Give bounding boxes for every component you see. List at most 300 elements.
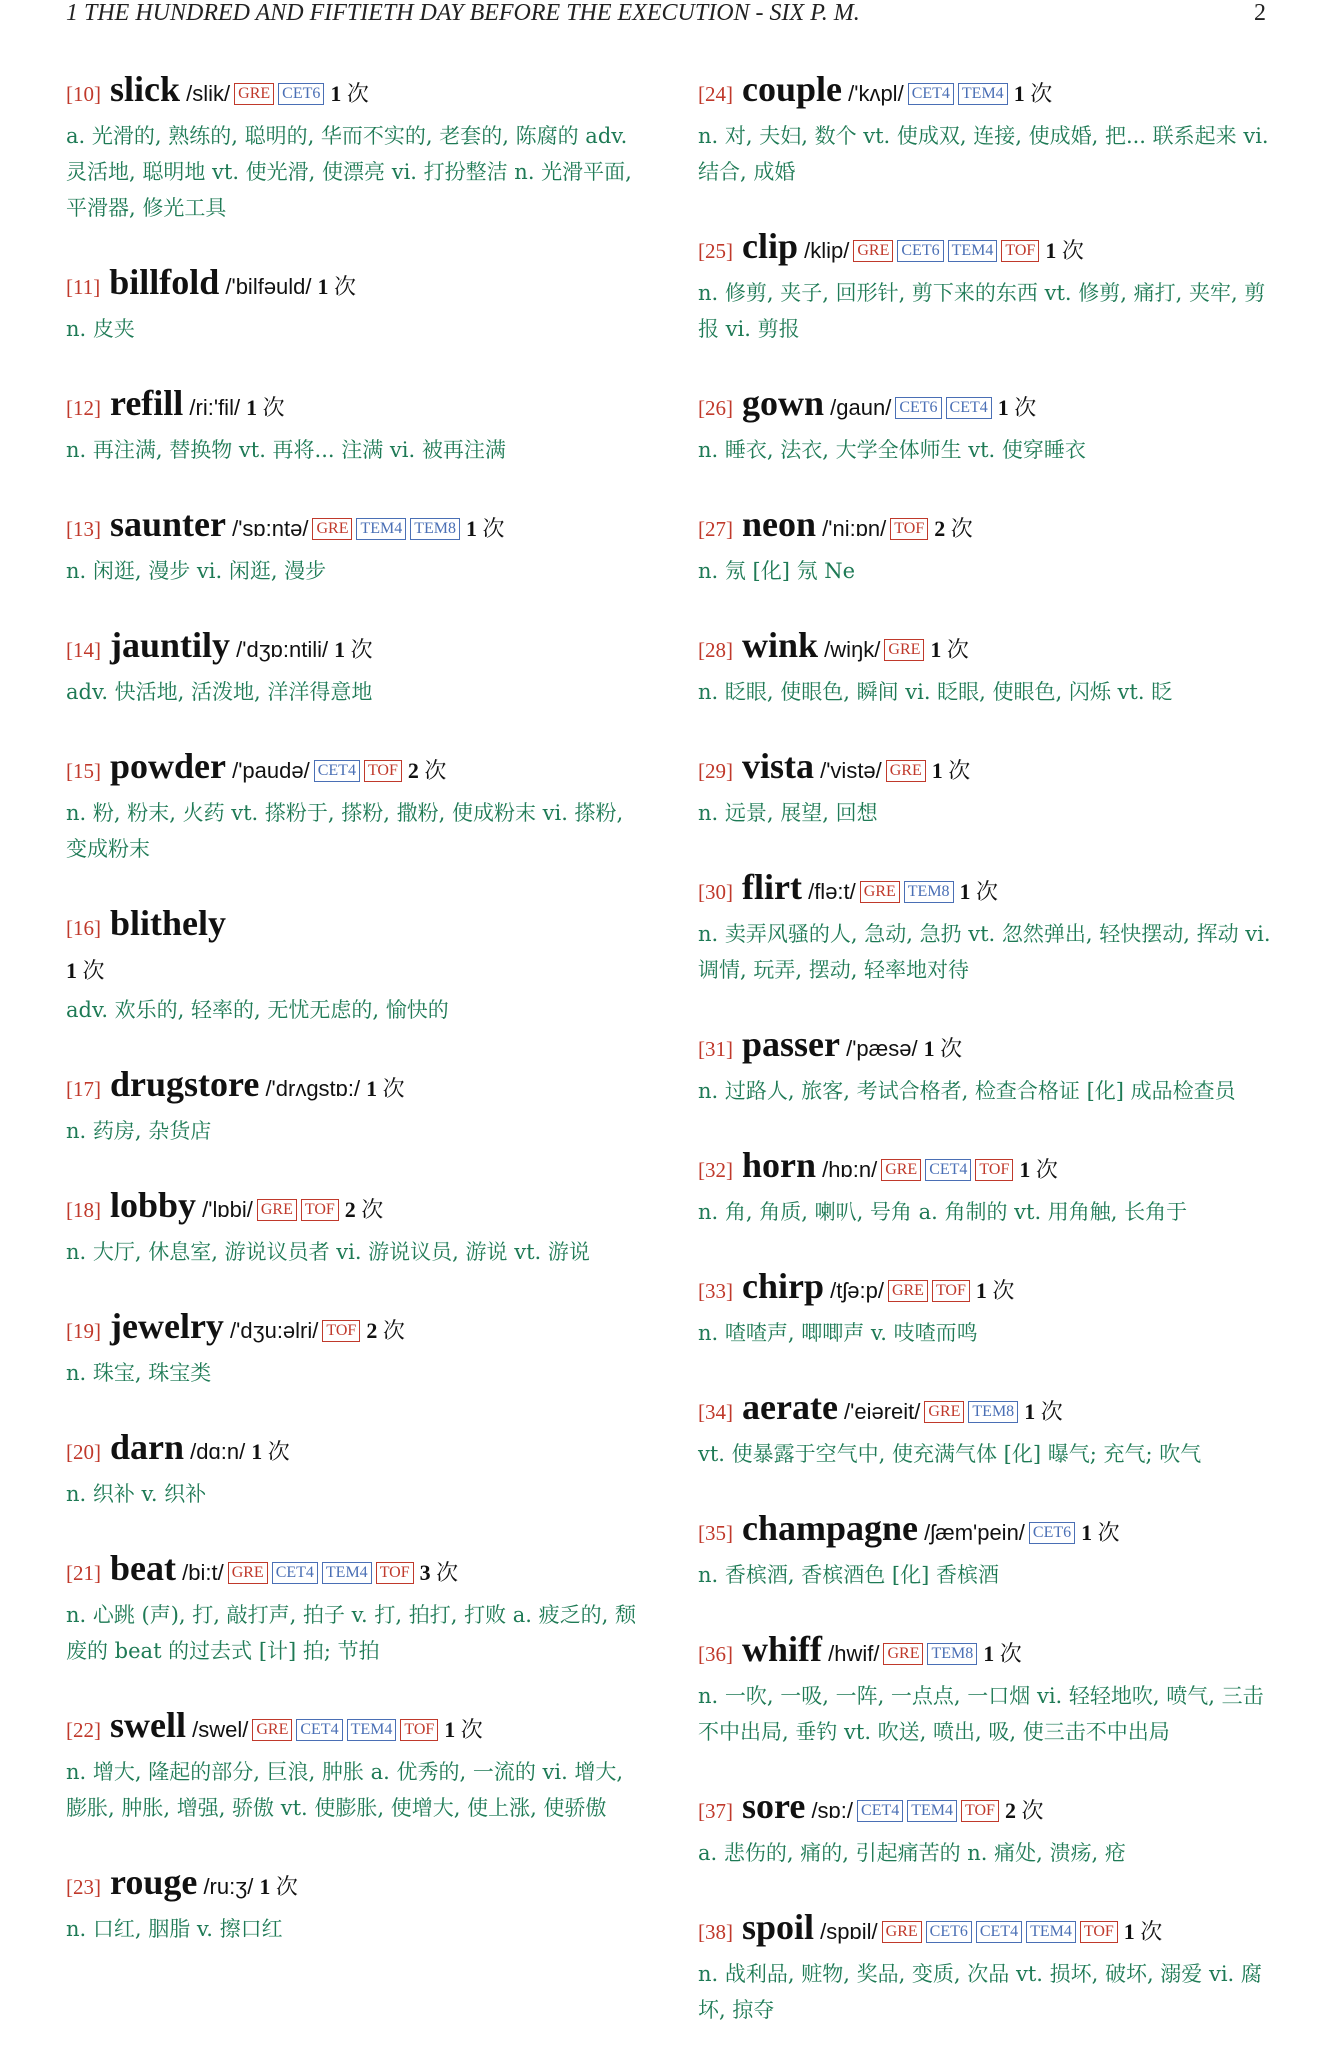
frequency-unit: 次 xyxy=(341,81,369,106)
entry-index: [18] xyxy=(66,1198,101,1222)
entry-headword-line xyxy=(698,1630,1273,1676)
headword: billfold xyxy=(100,262,220,302)
frequency-unit: 次 xyxy=(77,958,105,983)
entry-index: [20] xyxy=(66,1440,101,1464)
headword: flirt xyxy=(733,867,802,907)
entry-index: [11] xyxy=(66,275,101,299)
definition: n. 大厅, 休息室, 游说议员者 vi. 游说议员, 游说 vt. 游说 xyxy=(66,1240,590,1264)
frequency xyxy=(1024,1399,1063,1424)
frequency xyxy=(366,1318,405,1343)
headword: passer xyxy=(733,1024,840,1064)
vocab-entry xyxy=(698,227,1273,347)
frequency-unit: 次 xyxy=(477,516,505,541)
headword: lobby xyxy=(101,1185,197,1225)
entry-headword-line xyxy=(66,1428,641,1474)
exam-tag: CET6 xyxy=(895,397,941,419)
frequency-unit: 次 xyxy=(945,516,973,541)
exam-tag: GRE xyxy=(924,1401,964,1423)
entry-headword-line xyxy=(698,70,1273,116)
definition: n. 过路人, 旅客, 考试合格者, 检查合格证 [化] 成品检查员 xyxy=(698,1079,1236,1103)
entry-index: [38] xyxy=(698,1920,733,1944)
frequency-count: 1 xyxy=(444,1717,456,1742)
frequency-unit: 次 xyxy=(455,1717,483,1742)
headword: rouge xyxy=(101,1862,198,1902)
exam-tag: GRE xyxy=(853,240,893,262)
frequency-count: 2 xyxy=(1004,1798,1016,1823)
headword: slick xyxy=(101,69,181,109)
vocab-entry xyxy=(66,747,641,867)
frequency xyxy=(251,1439,290,1464)
phonetic: /swel/ xyxy=(186,1717,249,1742)
frequency xyxy=(334,637,373,662)
headword: aerate xyxy=(733,1387,838,1427)
frequency xyxy=(932,758,971,783)
entry-index: [32] xyxy=(698,1158,733,1182)
exam-tag: TEM8 xyxy=(904,881,954,903)
phonetic: /'paudə/ xyxy=(226,758,310,783)
vocab-entry xyxy=(66,1549,641,1669)
exam-tag: CET4 xyxy=(857,1800,903,1822)
headword: blithely xyxy=(101,903,227,943)
entry-headword-line xyxy=(66,1065,641,1111)
vocab-entry xyxy=(66,384,641,468)
vocab-entry xyxy=(66,626,641,710)
frequency-unit: 次 xyxy=(262,1439,290,1464)
frequency-unit: 次 xyxy=(1056,238,1084,263)
headword: beat xyxy=(101,1548,176,1588)
entry-headword-line xyxy=(698,227,1273,273)
frequency-unit: 次 xyxy=(942,758,971,783)
definition: n. 远景, 展望, 回想 xyxy=(698,801,878,825)
frequency-unit: 次 xyxy=(934,1036,963,1061)
frequency xyxy=(1081,1520,1120,1545)
exam-tag: TOF xyxy=(890,518,928,540)
frequency-count: 2 xyxy=(407,758,419,783)
definition: adv. 欢乐的, 轻率的, 无忧无虑的, 愉快的 xyxy=(66,998,449,1022)
entry-headword-line xyxy=(698,505,1273,551)
frequency-unit: 次 xyxy=(1092,1520,1120,1545)
frequency-unit: 次 xyxy=(1015,1798,1044,1823)
phonetic: /'eiəreit/ xyxy=(837,1399,921,1424)
frequency-unit: 次 xyxy=(270,1874,298,1899)
frequency xyxy=(366,1076,405,1101)
frequency-count: 1 xyxy=(1081,1520,1093,1545)
frequency xyxy=(1005,1798,1044,1823)
vocab-entry xyxy=(698,868,1273,988)
headword: sore xyxy=(733,1786,806,1826)
exam-tag: CET4 xyxy=(314,760,360,782)
vocab-entry xyxy=(66,1065,641,1149)
page-number: 2 xyxy=(1254,0,1266,26)
headword: spoil xyxy=(733,1907,815,1947)
phonetic: /'pæsə/ xyxy=(840,1036,918,1061)
vocab-entry xyxy=(698,505,1273,589)
frequency xyxy=(318,274,357,299)
frequency-unit: 次 xyxy=(941,637,969,662)
headword: clip xyxy=(733,226,799,266)
vocab-entry xyxy=(698,1146,1273,1230)
headword: vista xyxy=(733,746,814,786)
vocab-entry xyxy=(698,1787,1273,1871)
frequency xyxy=(1124,1919,1163,1944)
phonetic: /bi:t/ xyxy=(176,1560,224,1585)
entry-index: [29] xyxy=(698,759,733,783)
frequency-count: 2 xyxy=(366,1318,378,1343)
phonetic: /'bilfəuld/ xyxy=(219,274,312,299)
exam-tag: TEM4 xyxy=(322,1562,372,1584)
frequency-unit: 次 xyxy=(1134,1919,1163,1944)
frequency-count: 1 xyxy=(1019,1157,1031,1182)
frequency-count: 1 xyxy=(930,637,942,662)
entry-index: [35] xyxy=(698,1521,733,1545)
frequency xyxy=(1045,238,1084,263)
frequency-unit: 次 xyxy=(970,879,999,904)
exam-tag: TOF xyxy=(975,1159,1013,1181)
entry-index: [21] xyxy=(66,1561,101,1585)
frequency-unit: 次 xyxy=(1030,1157,1058,1182)
frequency xyxy=(330,81,369,106)
exam-tag: TOF xyxy=(364,760,402,782)
exam-tag: TEM8 xyxy=(968,1401,1018,1423)
exam-tag: GRE xyxy=(882,1921,922,1943)
definition: n. 睡衣, 法衣, 大学全体师生 vt. 使穿睡衣 xyxy=(698,438,1086,462)
phonetic: /'vistə/ xyxy=(814,758,882,783)
exam-tag: GRE xyxy=(886,760,926,782)
exam-tag: GRE xyxy=(881,1159,921,1181)
exam-tag: GRE xyxy=(884,639,924,661)
headword: powder xyxy=(101,746,226,786)
frequency-count: 1 xyxy=(330,81,342,106)
headword: couple xyxy=(733,69,843,109)
phonetic: /hwif/ xyxy=(822,1641,880,1666)
exam-tag: TEM4 xyxy=(958,83,1008,105)
entry-index: [24] xyxy=(698,82,733,106)
vocab-entry xyxy=(698,1267,1273,1351)
frequency-count: 1 xyxy=(1024,1399,1036,1424)
frequency xyxy=(466,516,505,541)
exam-tag: GRE xyxy=(883,1643,923,1665)
frequency xyxy=(1019,1157,1058,1182)
entry-index: [26] xyxy=(698,396,733,420)
phonetic: /'sɒ:ntə/ xyxy=(226,516,309,541)
vocab-entry xyxy=(66,263,641,347)
frequency xyxy=(345,1197,384,1222)
frequency-count: 1 xyxy=(975,1278,987,1303)
exam-tag: TOF xyxy=(376,1562,414,1584)
vocab-entry xyxy=(66,1706,641,1826)
frequency-unit: 次 xyxy=(1008,395,1037,420)
phonetic: /'ni:ɒn/ xyxy=(816,516,887,541)
frequency xyxy=(246,395,285,420)
phonetic: /dɑ:n/ xyxy=(184,1439,246,1464)
exam-tag: TEM4 xyxy=(1026,1921,1076,1943)
phonetic: /ru:ʒ/ xyxy=(197,1874,254,1899)
entry-index: [22] xyxy=(66,1718,101,1742)
definition: vt. 使暴露于空气中, 使充满气体 [化] 曝气; 充气; 吹气 xyxy=(698,1442,1202,1466)
headword: gown xyxy=(733,383,825,423)
definition: n. 增大, 隆起的部分, 巨浪, 肿胀 a. 优秀的, 一流的 vi. 增大, 膨胀, 肿胀, 增强, 骄傲 vt. 使膨胀, 使增大, 使上涨, 使骄傲 xyxy=(66,1760,624,1820)
frequency-count: 1 xyxy=(66,958,77,983)
frequency-count: 1 xyxy=(259,1874,271,1899)
definition: n. 闲逛, 漫步 vi. 闲逛, 漫步 xyxy=(66,559,327,583)
exam-tag: GRE xyxy=(312,518,352,540)
frequency xyxy=(934,516,973,541)
chapter-title: 1 THE HUNDRED AND FIFTIETH DAY BEFORE THE EXECUTION - SIX P. M. xyxy=(66,0,860,26)
phonetic: /'kʌpl/ xyxy=(842,81,904,106)
entry-headword-line xyxy=(66,263,641,309)
headword: refill xyxy=(101,383,184,423)
definition: n. 再注满, 替换物 vt. 再将... 注满 vi. 被再注满 xyxy=(66,438,506,462)
definition: adv. 快活地, 活泼地, 洋洋得意地 xyxy=(66,680,373,704)
frequency-unit: 次 xyxy=(1035,1399,1063,1424)
exam-tag: TEM4 xyxy=(356,518,406,540)
entry-index: [17] xyxy=(66,1077,101,1101)
vocab-entry xyxy=(698,70,1273,190)
exam-tag: CET4 xyxy=(272,1562,318,1584)
phonetic: /'dʒu:əlri/ xyxy=(223,1318,319,1343)
headword: champagne xyxy=(733,1508,919,1548)
headword: chirp xyxy=(733,1266,825,1306)
vocab-entry xyxy=(698,1025,1273,1109)
exam-tag: CET6 xyxy=(926,1921,972,1943)
definition: n. 眨眼, 使眼色, 瞬间 vi. 眨眼, 使眼色, 闪烁 vt. 眨 xyxy=(698,680,1173,704)
definition: n. 一吹, 一吸, 一阵, 一点点, 一口烟 vi. 轻轻地吹, 喷气, 三击不中出局, 垂钓 vt. 吹送, 喷出, 吸, 使三击不中出局 xyxy=(698,1684,1264,1744)
frequency-count: 1 xyxy=(334,637,346,662)
vocab-entry xyxy=(698,1509,1273,1593)
page-header xyxy=(66,0,1266,30)
exam-tag: GRE xyxy=(888,1280,928,1302)
vocab-entry xyxy=(66,505,641,589)
frequency-unit: 次 xyxy=(994,1641,1022,1666)
entry-headword-line xyxy=(66,626,641,672)
frequency xyxy=(1014,81,1053,106)
phonetic: /flə:t/ xyxy=(801,879,856,904)
frequency-count: 1 xyxy=(317,274,329,299)
frequency xyxy=(930,637,969,662)
entry-headword-line xyxy=(698,1787,1273,1833)
entry-headword-line xyxy=(698,1509,1273,1555)
frequency-count: 3 xyxy=(419,1560,431,1585)
frequency-count: 1 xyxy=(931,758,943,783)
definition: a. 光滑的, 熟练的, 聪明的, 华而不实的, 老套的, 陈腐的 adv. 灵活地, 聪明地 vt. 使光滑, 使漂亮 vi. 打扮整洁 n. 光滑平面, 平滑器, 修光工具 xyxy=(66,124,632,220)
frequency-count: 1 xyxy=(959,879,971,904)
exam-tag: CET4 xyxy=(908,83,954,105)
definition: n. 药房, 杂货店 xyxy=(66,1119,212,1143)
frequency xyxy=(924,1036,963,1061)
entry-index: [30] xyxy=(698,880,733,904)
vocab-entry xyxy=(66,904,641,1028)
frequency-count: 1 xyxy=(1045,238,1057,263)
frequency-count: 1 xyxy=(251,1439,263,1464)
entry-index: [27] xyxy=(698,517,733,541)
headword: swell xyxy=(101,1705,186,1745)
frequency xyxy=(976,1278,1015,1303)
frequency-unit: 次 xyxy=(355,1197,384,1222)
frequency xyxy=(259,1874,298,1899)
headword: neon xyxy=(733,504,817,544)
frequency-unit: 次 xyxy=(377,1318,405,1343)
entry-headword-line xyxy=(66,505,641,551)
exam-tag: CET6 xyxy=(897,240,943,262)
frequency-count: 1 xyxy=(466,516,478,541)
phonetic: /spɒil/ xyxy=(814,1919,878,1944)
definition: n. 氖 [化] 氖 Ne xyxy=(698,559,856,583)
entry-index: [12] xyxy=(66,396,101,420)
exam-tag: TEM8 xyxy=(927,1643,977,1665)
frequency-count: 2 xyxy=(934,516,946,541)
exam-tag: TOF xyxy=(400,1719,438,1741)
entry-headword-line xyxy=(66,747,641,793)
frequency-unit: 次 xyxy=(986,1278,1015,1303)
frequency-count: 1 xyxy=(923,1036,935,1061)
entry-headword-line xyxy=(66,904,641,990)
exam-tag: TEM4 xyxy=(907,1800,957,1822)
exam-tag: CET6 xyxy=(1029,1522,1075,1544)
entry-index: [19] xyxy=(66,1319,101,1343)
entry-headword-line xyxy=(66,1307,641,1353)
entry-headword-line xyxy=(698,1908,1273,1954)
entry-headword-line xyxy=(66,1549,641,1595)
definition: a. 悲伤的, 痛的, 引起痛苦的 n. 痛处, 溃疡, 疮 xyxy=(698,1841,1126,1865)
vocab-entry xyxy=(66,1186,641,1270)
vocab-entry xyxy=(698,747,1273,831)
entry-index: [25] xyxy=(698,239,733,263)
phonetic: /ri:'fil/ xyxy=(183,395,241,420)
exam-tag: TOF xyxy=(932,1280,970,1302)
entry-headword-line xyxy=(698,1146,1273,1192)
entry-index: [10] xyxy=(66,82,101,106)
vocab-entry xyxy=(698,384,1273,468)
headword: horn xyxy=(733,1145,817,1185)
frequency-unit: 次 xyxy=(418,758,447,783)
vocab-entry xyxy=(66,1428,641,1512)
frequency-count: 1 xyxy=(246,395,258,420)
exam-tag: TOF xyxy=(322,1320,360,1342)
entry-headword-line xyxy=(698,1267,1273,1313)
definition: n. 喳喳声, 唧唧声 v. 吱喳而鸣 xyxy=(698,1321,978,1345)
vocab-entry xyxy=(66,70,641,226)
definition: n. 卖弄风骚的人, 急动, 急扔 vt. 忽然弹出, 轻快摆动, 挥动 vi. 调情, 玩弄, 摆动, 轻率地对待 xyxy=(698,922,1271,982)
frequency-unit: 次 xyxy=(328,274,357,299)
exam-tag: TEM8 xyxy=(410,518,460,540)
entry-headword-line xyxy=(698,626,1273,672)
phonetic: /'lɒbi/ xyxy=(196,1197,253,1222)
entry-headword-line xyxy=(698,747,1273,793)
frequency-count: 1 xyxy=(1123,1919,1135,1944)
frequency-unit: 次 xyxy=(257,395,285,420)
frequency-unit: 次 xyxy=(377,1076,405,1101)
right-column xyxy=(698,70,1273,2065)
frequency xyxy=(998,395,1037,420)
entry-index: [16] xyxy=(66,916,101,940)
frequency-unit: 次 xyxy=(1024,81,1053,106)
definition: n. 珠宝, 珠宝类 xyxy=(66,1361,212,1385)
frequency xyxy=(444,1717,483,1742)
entry-headword-line xyxy=(698,1025,1273,1071)
headword: wink xyxy=(733,625,819,665)
entry-index: [14] xyxy=(66,638,101,662)
entry-index: [28] xyxy=(698,638,733,662)
phonetic: /tʃə:p/ xyxy=(824,1278,884,1303)
definition: n. 织补 v. 织补 xyxy=(66,1482,207,1506)
frequency-count: 2 xyxy=(344,1197,356,1222)
vocab-entry xyxy=(66,1863,641,1947)
entry-index: [23] xyxy=(66,1875,101,1899)
exam-tag: GRE xyxy=(860,881,900,903)
frequency xyxy=(66,952,641,990)
exam-tag: TEM4 xyxy=(948,240,998,262)
headword: whiff xyxy=(733,1629,822,1669)
frequency xyxy=(420,1560,459,1585)
exam-tag: GRE xyxy=(252,1719,292,1741)
exam-tag: CET4 xyxy=(925,1159,971,1181)
frequency xyxy=(960,879,999,904)
definition: n. 战利品, 赃物, 奖品, 变质, 次品 vt. 损坏, 破坏, 溺爱 vi. 腐坏, 掠夺 xyxy=(698,1962,1262,2022)
headword: drugstore xyxy=(101,1064,260,1104)
definition: n. 心跳 (声), 打, 敲打声, 拍子 v. 打, 拍打, 打败 a. 疲乏的, 颓废的 beat 的过去式 [计] 拍; 节拍 xyxy=(66,1603,636,1663)
entry-headword-line xyxy=(698,1388,1273,1434)
exam-tag: GRE xyxy=(257,1199,297,1221)
phonetic: /'dʒɒ:ntili/ xyxy=(230,637,329,662)
frequency-unit: 次 xyxy=(430,1560,459,1585)
headword: saunter xyxy=(101,504,226,544)
vocab-entry xyxy=(698,1908,1273,2028)
headword: darn xyxy=(101,1427,185,1467)
vocab-entry xyxy=(698,626,1273,710)
entry-headword-line xyxy=(66,1706,641,1752)
exam-tag: TOF xyxy=(301,1199,339,1221)
entry-headword-line xyxy=(66,70,641,116)
headword: jewelry xyxy=(101,1306,224,1346)
definition: n. 角, 角质, 喇叭, 号角 a. 角制的 vt. 用角触, 长角于 xyxy=(698,1200,1188,1224)
vocab-entry xyxy=(66,1307,641,1391)
phonetic: /gaun/ xyxy=(824,395,892,420)
exam-tag: TOF xyxy=(1001,240,1039,262)
entry-headword-line xyxy=(698,868,1273,914)
exam-tag: TOF xyxy=(961,1800,999,1822)
definition: n. 皮夹 xyxy=(66,317,135,341)
definition: n. 对, 夫妇, 数个 vt. 使成双, 连接, 使成婚, 把... 联系起来 vi. 结合, 成婚 xyxy=(698,124,1269,184)
definition: n. 粉, 粉末, 火药 vt. 搽粉于, 搽粉, 撒粉, 使成粉末 vi. 搽粉, 变成粉末 xyxy=(66,801,624,861)
phonetic: /ʃæm'pein/ xyxy=(918,1520,1025,1545)
frequency-count: 1 xyxy=(983,1641,995,1666)
vocab-entry xyxy=(698,1630,1273,1750)
exam-tag: CET4 xyxy=(296,1719,342,1741)
entry-index: [37] xyxy=(698,1799,733,1823)
phonetic: /hɒ:n/ xyxy=(816,1157,878,1182)
phonetic: /'drʌgstɒ:/ xyxy=(259,1076,361,1101)
definition: n. 修剪, 夹子, 回形针, 剪下来的东西 vt. 修剪, 痛打, 夹牢, 剪报 vi. 剪报 xyxy=(698,281,1266,341)
entry-headword-line xyxy=(698,384,1273,430)
phonetic: /wiŋk/ xyxy=(818,637,881,662)
entry-headword-line xyxy=(66,1186,641,1232)
exam-tag: TEM4 xyxy=(347,1719,397,1741)
definition: n. 香槟酒, 香槟酒色 [化] 香槟酒 xyxy=(698,1563,999,1587)
frequency xyxy=(983,1641,1022,1666)
vocab-entry xyxy=(698,1388,1273,1472)
phonetic: /sɒ:/ xyxy=(805,1798,854,1823)
entry-index: [36] xyxy=(698,1642,733,1666)
frequency-unit: 次 xyxy=(345,637,373,662)
exam-tag: GRE xyxy=(234,83,274,105)
frequency-count: 1 xyxy=(1013,81,1025,106)
exam-tag: CET6 xyxy=(278,83,324,105)
entry-index: [34] xyxy=(698,1400,733,1424)
entry-index: [31] xyxy=(698,1037,733,1061)
frequency xyxy=(408,758,447,783)
headword: jauntily xyxy=(101,625,231,665)
phonetic: /slik/ xyxy=(180,81,231,106)
